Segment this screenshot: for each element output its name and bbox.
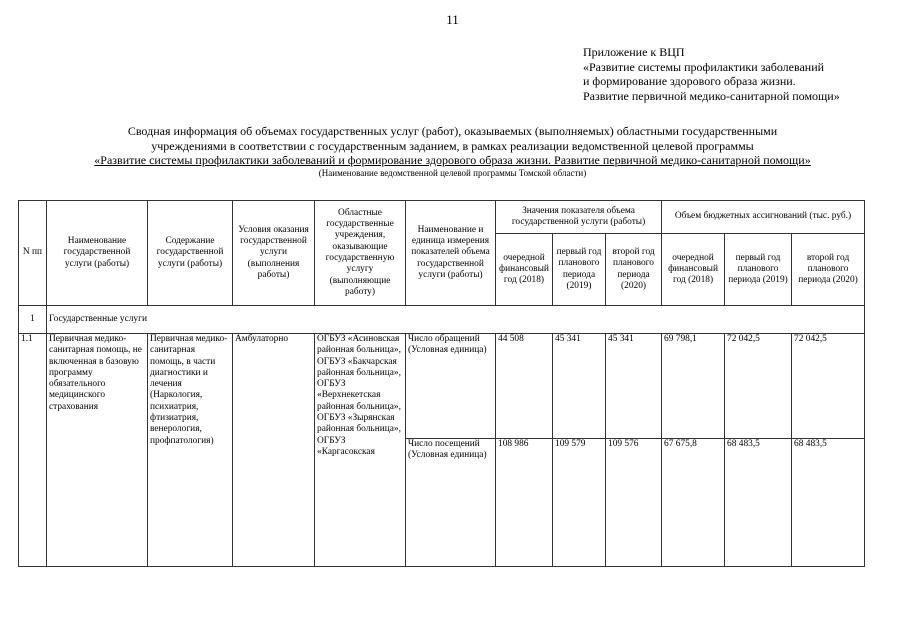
header-budget-2018: очередной финансовый год (2018) <box>662 234 725 306</box>
header-conditions: Условия оказания государственной услуги (выполнения работы) <box>233 201 315 306</box>
row-content: Первичная медико-санитарная помощь, в части диагностики и лечения (Наркология, психиатрия, фтизиатрия, венерология, профпатология) <box>148 334 233 567</box>
indicator-value-2020: 109 576 <box>606 439 662 567</box>
appendix-line: Приложение к ВЦП <box>583 45 685 59</box>
indicator-value-2019: 45 341 <box>553 334 606 439</box>
header-budget-2020: второй год планового периода (2020) <box>792 234 865 306</box>
header-value-2018: очередной финансовый год (2018) <box>496 234 553 306</box>
row-conditions: Амбулаторно <box>233 334 315 567</box>
header-row <box>19 201 865 234</box>
section-num: 1 <box>19 306 47 334</box>
budget-2018: 69 798,1 <box>662 334 725 439</box>
appendix-line: и формирование здорового образа жизни. <box>583 74 796 88</box>
header-indicator: Наименование и единица измерения показателей объема государственной услуги (работы) <box>406 201 496 306</box>
header-institutions: Областные государственные учреждения, оказывающие государственную услугу (выполняющие работу) <box>315 201 406 306</box>
heading-line: Сводная информация об объемах государственных услуг (работ), оказываемых (выполняемых) областными государственными <box>127 124 778 138</box>
indicator-name: Число обращений (Условная единица) <box>406 334 496 439</box>
budget-2020: 68 483,5 <box>792 439 865 567</box>
indicator-value-2018: 44 508 <box>496 334 553 439</box>
budget-2018: 67 675,8 <box>662 439 725 567</box>
header-group-budget: Объем бюджетных ассигнований (тыс. руб.) <box>662 201 865 234</box>
heading-line: учреждениями в соответствии с государственным заданием, в рамках реализации ведомственной целевой программы <box>151 138 754 153</box>
header-group-values: Значения показателя объема государственной услуги (работы) <box>496 201 662 234</box>
budget-2019: 72 042,5 <box>725 334 792 439</box>
indicator-name: Число посещений (Условная единица) <box>406 439 496 567</box>
header-service-name: Наименование государственной услуги (работы) <box>47 201 148 306</box>
row-service-name: Первичная медико-санитарная помощь, не включенная в базовую программу обязательного медицинского страхования <box>47 334 148 567</box>
appendix-line: «Развитие системы профилактики заболеваний <box>583 59 825 74</box>
header-value-2019: первый год планового периода (2019) <box>553 234 606 306</box>
header-value-2020: второй год планового периода (2020) <box>606 234 662 306</box>
table-row <box>19 334 865 439</box>
services-table <box>18 200 865 567</box>
program-title: «Развитие системы профилактики заболеваний и формирование здорового образа жизни. Развитие первичной медико-санитарной помощи» <box>94 153 811 167</box>
indicator-value-2019: 109 579 <box>553 439 606 567</box>
header-content: Содержание государственной услуги (работы) <box>148 201 233 306</box>
row-institutions: ОГБУЗ «Асиновская районная больница», ОГБУЗ «Бакчарская районная больница», ОГБУЗ «Верхнекетская районная больница», ОГБУЗ «Зырянская районная больница», ОГБУЗ «Каргасокская <box>315 334 406 567</box>
appendix-note <box>583 45 840 103</box>
budget-2020: 72 042,5 <box>792 334 865 439</box>
section-label: Государственные услуги <box>47 306 865 334</box>
indicator-value-2018: 108 986 <box>496 439 553 567</box>
document-heading <box>40 124 865 179</box>
indicator-value-2020: 45 341 <box>606 334 662 439</box>
header-budget-2019: первый год планового периода (2019) <box>725 234 792 306</box>
program-subtitle: (Наименование ведомственной целевой программы Томской области) <box>318 167 587 178</box>
row-num: 1.1 <box>19 334 47 567</box>
page-number: 11 <box>446 12 459 27</box>
appendix-line: Развитие первичной медико-санитарной помощи» <box>583 88 840 103</box>
budget-2019: 68 483,5 <box>725 439 792 567</box>
header-num: N пп <box>19 201 47 306</box>
section-row <box>19 306 865 334</box>
